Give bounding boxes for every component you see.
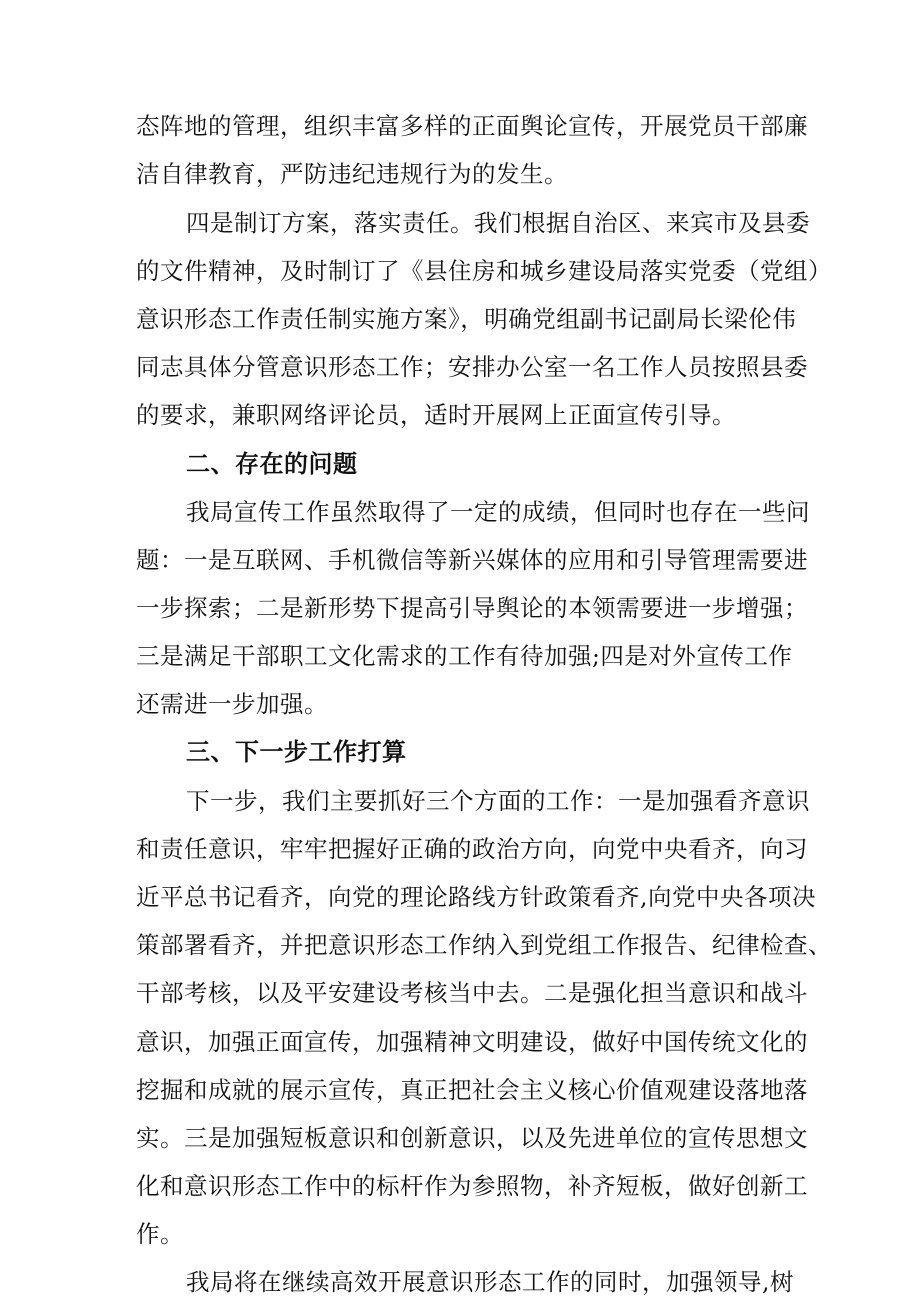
paragraph-5-line-1: 我局将在继续高效开展意识形态工作的同时，加强领导,树	[186, 1268, 794, 1296]
section-heading-next-steps: 三、下一步工作打算	[186, 738, 407, 766]
paragraph-3-line-1: 我局宣传工作虽然取得了一定的成绩，但同时也存在一些问	[186, 498, 810, 526]
paragraph-4-line-7: 挖掘和成就的展示宣传，真正把社会主义核心价值观建设落地落	[136, 1076, 808, 1104]
paragraph-4-line-9: 化和意识形态工作中的标杆作为参照物，补齐短板，做好创新工	[136, 1172, 808, 1200]
paragraph-4-line-6: 意识，加强正面宣传，加强精神文明建设，做好中国传统文化的	[136, 1028, 808, 1056]
paragraph-3-line-5: 还需进一步加强。	[136, 690, 328, 718]
paragraph-1-line-1: 态阵地的管理，组织丰富多样的正面舆论宣传，开展党员干部廉	[136, 112, 808, 140]
paragraph-4-line-10: 作。	[136, 1220, 184, 1248]
paragraph-4-line-3: 近平总书记看齐，向党的理论路线方针政策看齐,向党中央各项决	[136, 883, 816, 911]
paragraph-2-line-2: 的文件精神，及时制订了《县住房和城乡建设局落实党委（党组）	[136, 257, 832, 285]
paragraph-2-line-3: 意识形态工作责任制实施方案》，明确党组副书记副局长梁伦伟	[136, 305, 797, 333]
paragraph-3-line-4: 三是满足干部职工文化需求的工作有待加强;四是对外宣传工作	[136, 642, 793, 670]
paragraph-3-line-2: 题：一是互联网、手机微信等新兴媒体的应用和引导管理需要进	[136, 546, 808, 574]
paragraph-2-line-1: 四是制订方案，落实责任。我们根据自治区、来宾市及县委	[186, 209, 810, 237]
paragraph-1-line-2: 洁自律教育，严防违纪违规行为的发生。	[136, 160, 568, 188]
paragraph-2-line-4: 同志具体分管意识形态工作；安排办公室一名工作人员按照县委	[136, 353, 808, 381]
paragraph-3-line-3: 一步探索；二是新形势下提高引导舆论的本领需要进一步增强；	[136, 594, 808, 622]
paragraph-2-line-5: 的要求，兼职网络评论员，适时开展网上正面宣传引导。	[136, 401, 736, 429]
paragraph-4-line-4: 策部署看齐，并把意识形态工作纳入到党组工作报告、纪律检查、	[136, 931, 832, 959]
section-heading-problems: 二、存在的问题	[186, 450, 358, 478]
paragraph-4-line-8: 实。三是加强短板意识和创新意识，以及先进单位的宣传思想文	[136, 1124, 808, 1152]
paragraph-4-line-5: 干部考核，以及平安建设考核当中去。二是强化担当意识和战斗	[136, 979, 808, 1007]
paragraph-4-line-1: 下一步，我们主要抓好三个方面的工作：一是加强看齐意识	[186, 787, 810, 815]
paragraph-4-line-2: 和责任意识，牢牢把握好正确的政治方向，向党中央看齐，向习	[136, 835, 808, 863]
